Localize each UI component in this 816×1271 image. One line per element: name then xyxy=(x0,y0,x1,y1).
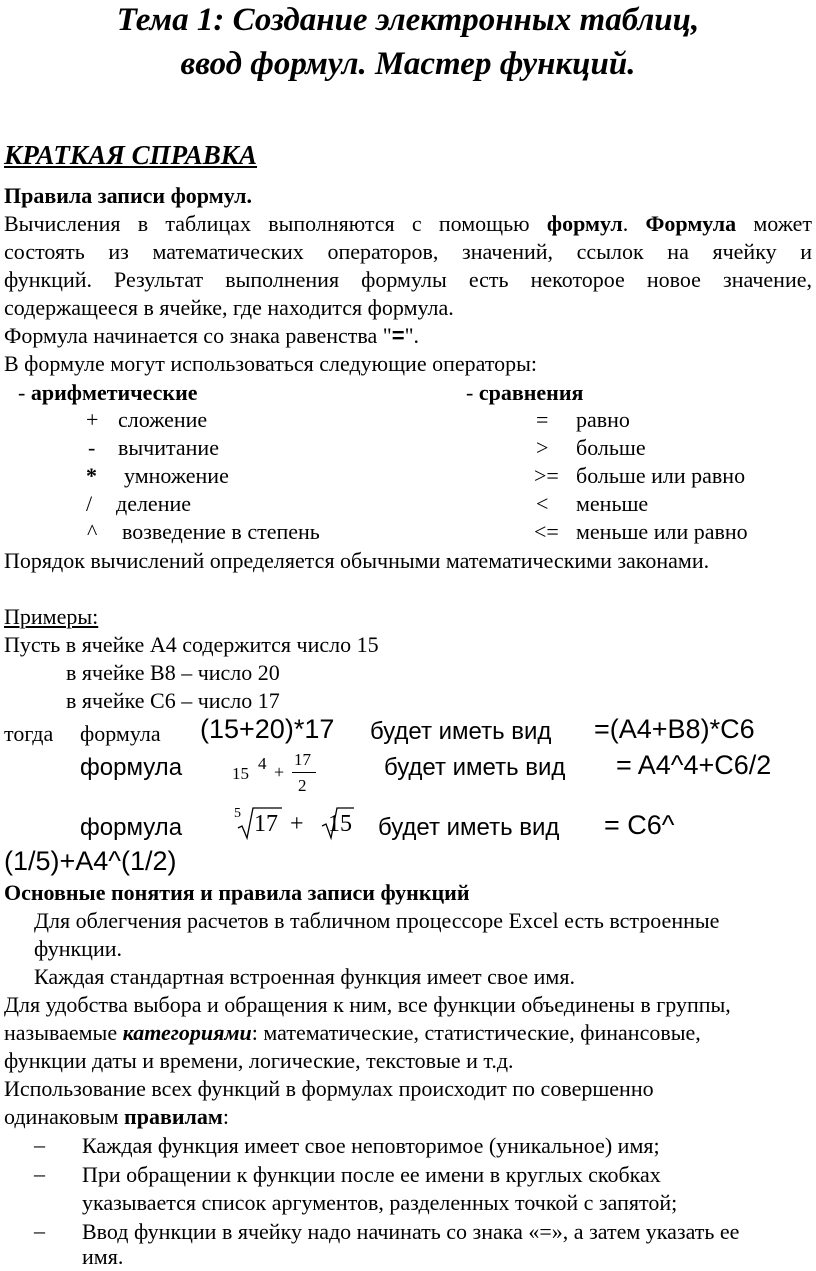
operator-symbol: - xyxy=(88,435,96,460)
fraction-bar xyxy=(292,772,316,773)
excel-formula: = C6^ xyxy=(604,810,675,840)
example-line-1: Пусть в ячейке А4 содержится число 15 xyxy=(4,632,379,657)
rules-paragraph-line-1 xyxy=(4,210,812,238)
math-base: 15 xyxy=(232,764,249,783)
operator-symbol: * xyxy=(86,463,97,488)
radicand-1: 17 xyxy=(254,811,278,837)
operator-symbol: >= xyxy=(534,463,559,488)
functions-p3-line-1: Для удобства выбора и обращения к ним, все функции объединены в группы, xyxy=(4,992,731,1017)
example-line-2: в ячейке В8 – число 20 xyxy=(66,660,280,685)
equals-sign-line xyxy=(4,322,419,350)
radicand-2: 15 xyxy=(328,811,352,837)
math-denominator: 2 xyxy=(298,776,307,795)
bullet-dash: – xyxy=(34,1132,45,1157)
operator-symbol: = xyxy=(536,407,549,432)
example-line-3: в ячейке С6 – число 17 xyxy=(66,688,280,713)
bullet-dash: – xyxy=(34,1161,45,1186)
operator-label: меньше xyxy=(576,491,649,516)
formula-word: формула xyxy=(80,754,183,781)
operator-symbol: + xyxy=(86,407,99,432)
functions-p1-line-1: Для облегчения расчетов в табличном процессоре Excel есть встроенные xyxy=(34,908,720,933)
math-numerator: 17 xyxy=(294,750,311,769)
math-expression: (15+20)*17 xyxy=(200,714,335,744)
examples-heading: Примеры: xyxy=(4,604,99,629)
bullet-item-2-line-1: При обращении к функции после ее имени в круглых скобках xyxy=(82,1162,661,1187)
math-exponent: 4 xyxy=(258,754,267,773)
functions-p3-line-2 xyxy=(4,1019,701,1047)
operator-label: возведение в степень xyxy=(122,519,320,544)
formula-word: формула xyxy=(80,814,183,841)
excel-formula-continued: (1/5)+A4^(1/2) xyxy=(4,846,177,876)
math-plus: + xyxy=(290,811,304,837)
section-heading: КРАТКАЯ СПРАВКА xyxy=(4,140,258,170)
then-word: тогда xyxy=(4,721,54,746)
operator-symbol: ^ xyxy=(87,519,98,544)
comparison-label: сравнения xyxy=(478,380,584,405)
arithmetic-heading xyxy=(18,379,198,407)
bullet-item-3-line-2: имя. xyxy=(82,1244,124,1269)
math-plus: + xyxy=(274,762,285,782)
bullet-item-3-line-1: Ввод функции в ячейку надо начинать со знака «=», а затем указать ее xyxy=(82,1219,740,1244)
bold-term: формул xyxy=(546,211,623,236)
text-run: ". xyxy=(404,323,420,348)
dash: - xyxy=(466,380,479,405)
will-look-like: будет иметь вид xyxy=(384,754,566,781)
title-line-1: Тема 1: Создание электронных таблиц, xyxy=(116,2,700,38)
functions-p4-line-1: Использование всех функций в формулах происходит по совершенно xyxy=(4,1076,654,1101)
operator-label: умножение xyxy=(124,463,229,488)
text-run: : xyxy=(222,1104,229,1129)
operator-symbol: < xyxy=(536,491,549,516)
text-run: Формула начинается со знака равенства " xyxy=(4,323,392,348)
functions-p2: Каждая стандартная встроенная функция имеет свое имя. xyxy=(34,964,575,989)
order-note: Порядок вычислений определяется обычными математическими законами. xyxy=(4,548,710,573)
functions-heading: Основные понятия и правила записи функций xyxy=(4,880,470,905)
operator-label: больше xyxy=(576,435,646,460)
rules-term: правилам xyxy=(124,1104,223,1129)
title-line-2: ввод формул. Мастер функций. xyxy=(180,46,636,82)
text-run: . xyxy=(622,211,646,236)
bold-term: Формула xyxy=(645,211,737,236)
rules-paragraph-line-3: функций. Результат выполнения формулы есть некоторое новое значение, xyxy=(4,267,812,292)
functions-p4-line-2 xyxy=(4,1103,229,1131)
operator-symbol: > xyxy=(536,435,549,460)
text-run: одинаковым xyxy=(4,1104,125,1129)
text-run: называемые xyxy=(4,1020,123,1045)
rules-paragraph-line-2: состоять из математических операторов, значений, ссылок на ячейку и xyxy=(4,239,812,264)
operator-label: равно xyxy=(576,407,630,432)
functions-p1-line-2: функции. xyxy=(34,936,122,961)
operator-symbol: / xyxy=(86,491,93,516)
categories-term: категориями xyxy=(122,1020,252,1045)
text-run: может xyxy=(736,211,813,236)
operator-label: вычитание xyxy=(118,435,219,460)
operator-symbol: <= xyxy=(534,519,559,544)
bullet-dash: – xyxy=(34,1218,45,1243)
excel-formula: = A4^4+C6/2 xyxy=(616,750,772,780)
rules-heading: Правила записи формул. xyxy=(4,183,252,208)
text-run: : математические, статистические, финансовые, xyxy=(251,1020,701,1045)
will-look-like: будет иметь вид xyxy=(370,718,552,745)
dash: - xyxy=(18,380,31,405)
equals-symbol: = xyxy=(391,323,405,348)
operator-label: деление xyxy=(116,491,192,516)
arithmetic-label: арифметические xyxy=(30,380,198,405)
operator-label: меньше или равно xyxy=(576,519,748,544)
root-index: 5 xyxy=(234,806,241,821)
bullet-item-1: Каждая функция имеет свое неповторимое (уникальное) имя; xyxy=(82,1133,660,1158)
excel-formula: =(A4+B8)*C6 xyxy=(594,714,755,744)
will-look-like: будет иметь вид xyxy=(378,814,560,841)
formula-word: формула xyxy=(80,721,161,746)
bullet-item-2-line-2: указывается список аргументов, разделенных точкой с запятой; xyxy=(82,1190,678,1215)
operator-label: сложение xyxy=(118,407,208,432)
operator-label: больше или равно xyxy=(576,463,746,488)
comparison-heading xyxy=(466,379,583,407)
operators-intro: В формуле могут использоваться следующие операторы: xyxy=(4,351,538,376)
rules-paragraph-line-4: содержащееся в ячейке, где находится формула. xyxy=(4,295,454,320)
functions-p3-line-3: функции даты и времени, логические, текстовые и т.д. xyxy=(4,1048,514,1073)
text-run: Вычисления в таблицах выполняются с помощью xyxy=(4,211,547,236)
